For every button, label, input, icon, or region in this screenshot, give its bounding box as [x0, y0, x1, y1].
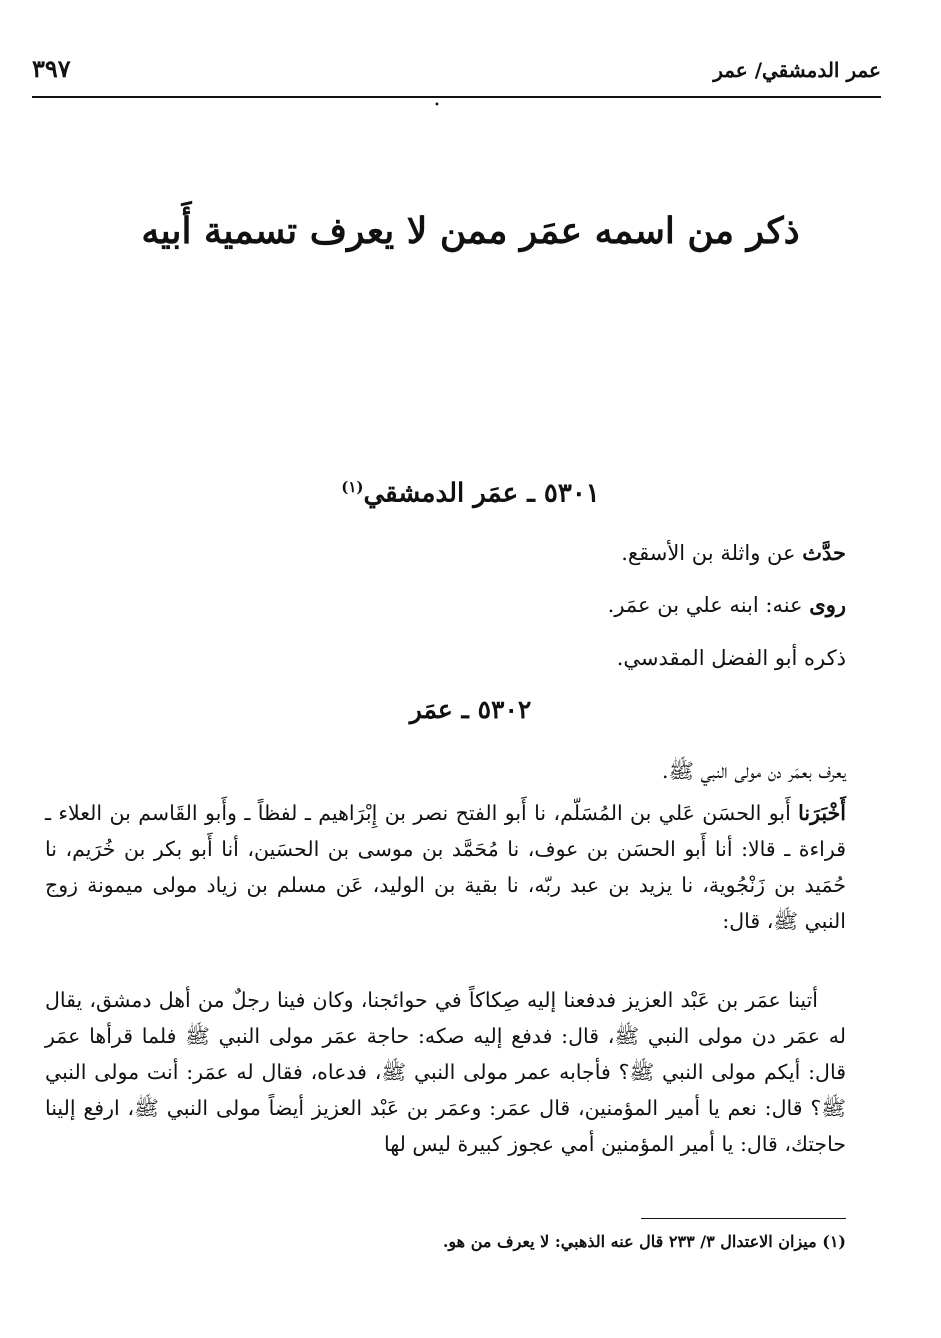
header-rule	[32, 96, 881, 98]
footnote: (١) ميزان الاعتدال ٣/ ٢٣٣ قال عنه الذهبي: لا يعرف من هو.	[442, 1232, 846, 1251]
running-title: عمر الدمشقي/ عمر	[713, 58, 881, 82]
isnad-text: أَبو الحسَن عَلي بن المُسَلّم، نا أَبو الفتح نصر بن إِبْرَاهيم ـ لفظاً ـ وأَبو القَاسم بن العلاء ـ قراءة ـ قالا: أنا أَبو الحسَن بن عوف، نا مُحَمَّد بن موسى بن الحسَين، أنا أَبو بكر بن خُرَيم، نا حُمَيد بن زَنْجُوية، نا يزيد بن عبد ربّه، نا بقية بن الوليد، عَن مسلم بن زياد مولى ميمونة زوج النبي ﷺ، قال:	[45, 801, 846, 933]
isnad-paragraph	[45, 795, 846, 939]
line-text: عنه: ابنه علي بن عمَر.	[607, 593, 810, 617]
keyword-akhbarana: أَخْبَرَنا	[798, 801, 846, 825]
entry-5302-title: ٥٣٠٢ ـ عمَر	[409, 695, 532, 724]
entry-5301-line-1	[621, 540, 846, 565]
entry-5302-intro: يعرف بعمَر دن مولى النبي ﷺ.	[661, 759, 846, 783]
keyword-haddath: حدَّث	[802, 540, 846, 565]
keyword-rawa: روى	[809, 592, 846, 617]
line-text: عن واثلة بن الأسقع.	[621, 541, 803, 565]
page-number: ٣٩٧	[32, 54, 71, 83]
chapter-title: ذكر من اسمه عمَر ممن لا يعرف تسمية أَبيه	[141, 210, 800, 252]
page-header	[32, 52, 881, 92]
footnote-rule	[641, 1218, 846, 1219]
entry-5301-title	[0, 478, 941, 509]
decorative-dot: •	[434, 100, 440, 111]
footnote-ref: (١)	[341, 478, 364, 496]
entry-5301-title-text: ٥٣٠١ ـ عمَر الدمشقي	[363, 478, 600, 509]
entry-5301-line-3	[617, 646, 846, 670]
line-text: ذكره أبو الفضل المقدسي.	[616, 646, 846, 670]
entry-5301-line-2	[608, 592, 846, 617]
matn-paragraph: أتينا عمَر بن عَبْد العزيز فدفعنا إليه صِكاكاً في حوائجنا، وكان فينا رجلٌ من أهل دمشق، يقال له عمَر دن مولى النبي ﷺ، قال: فدفع إليه صكه: حاجة عمَر مولى النبي ﷺ فلما قرأها عمَر قال: أيكم مولى النبي ﷺ؟ فأجابه عمر مولى النبي ﷺ، فدعاه، فقال له عمَر: أنت مولى النبي ﷺ؟ قال: نعم يا أمير المؤمنين، قال عمَر: وعمَر بن عَبْد العزيز أيضاً مولى النبي ﷺ، ارفع إلينا حاجتك، قال: يا أمير المؤمنين أمي عجوز كبيرة ليس لها	[45, 988, 846, 1156]
